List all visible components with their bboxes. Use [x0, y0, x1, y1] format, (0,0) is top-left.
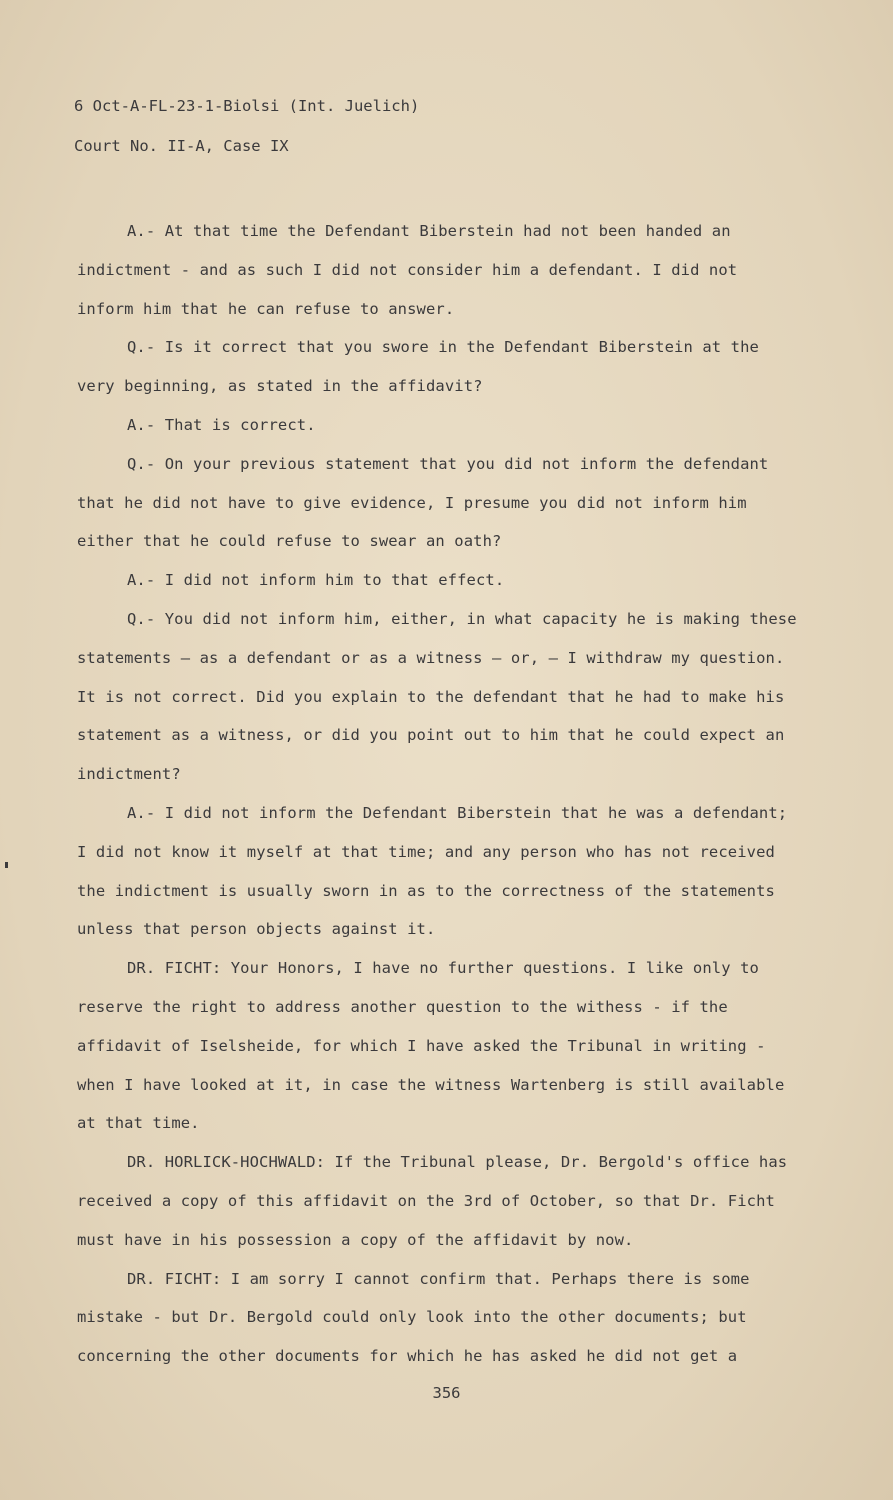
paragraph: A.- At that time the Defendant Biberstein had not been handed an indictment - and as such I did not consider him a defendant. I did not inform him that he can refuse to answer. — [77, 222, 738, 318]
paragraph: A.- I did not inform him to that effect. — [127, 571, 505, 590]
paragraph: DR. FICHT: I am sorry I cannot confirm that. Perhaps there is some mistake - but Dr. Bergold could only look into the other documents; but concerning the other documents for which he has asked he did not get a — [77, 1269, 750, 1366]
page-number: 356 — [432, 1384, 461, 1402]
paragraph: Q.- You did not inform him, either, in what capacity he is making these statements — as a defendant or as a witness — or, — I withdraw my question. It is not correct. Did you explain to the defendant that he had to make his statement as a witness, or did you point out to him that he could expect an indictment? — [77, 609, 797, 784]
paragraph: A.- I did not inform the Defendant Biberstein that he was a defendant; I did not know it myself at that time; and any person who has not received the indictment is usually sworn in as to the correctness of the statements unless that person objects against it. — [77, 803, 788, 939]
transcript-body — [77, 212, 797, 1376]
paragraph: DR. FICHT: Your Honors, I have no further questions. I like only to reserve the right to address another question to the withess - if the affidavit of Iselsheide, for which I have asked the Tribunal in writing - when I have looked at it, in case the witness Wartenberg is still available at that time. — [77, 959, 785, 1133]
paragraph: Q.- Is it correct that you swore in the Defendant Biberstein at the very beginning, as stated in the affidavit? — [77, 338, 759, 396]
paragraph: A.- That is correct. — [127, 415, 316, 434]
header-line-2: Court No. II-A, Case IX — [74, 137, 289, 155]
document-header — [74, 86, 419, 166]
paragraph: DR. HORLICK-HOCHWALD: If the Tribunal please, Dr. Bergold's office has received a copy of this affidavit on the 3rd of October, so that Dr. Ficht must have in his possession a copy of the affidavit by now. — [77, 1153, 788, 1249]
margin-mark — [5, 862, 8, 868]
header-line-1: 6 Oct-A-FL-23-1-Biolsi (Int. Juelich) — [74, 97, 420, 115]
paragraph: Q.- On your previous statement that you did not inform the defendant that he did not have to give evidence, I presume you did not inform him either that he could refuse to swear an oath? — [77, 454, 769, 551]
